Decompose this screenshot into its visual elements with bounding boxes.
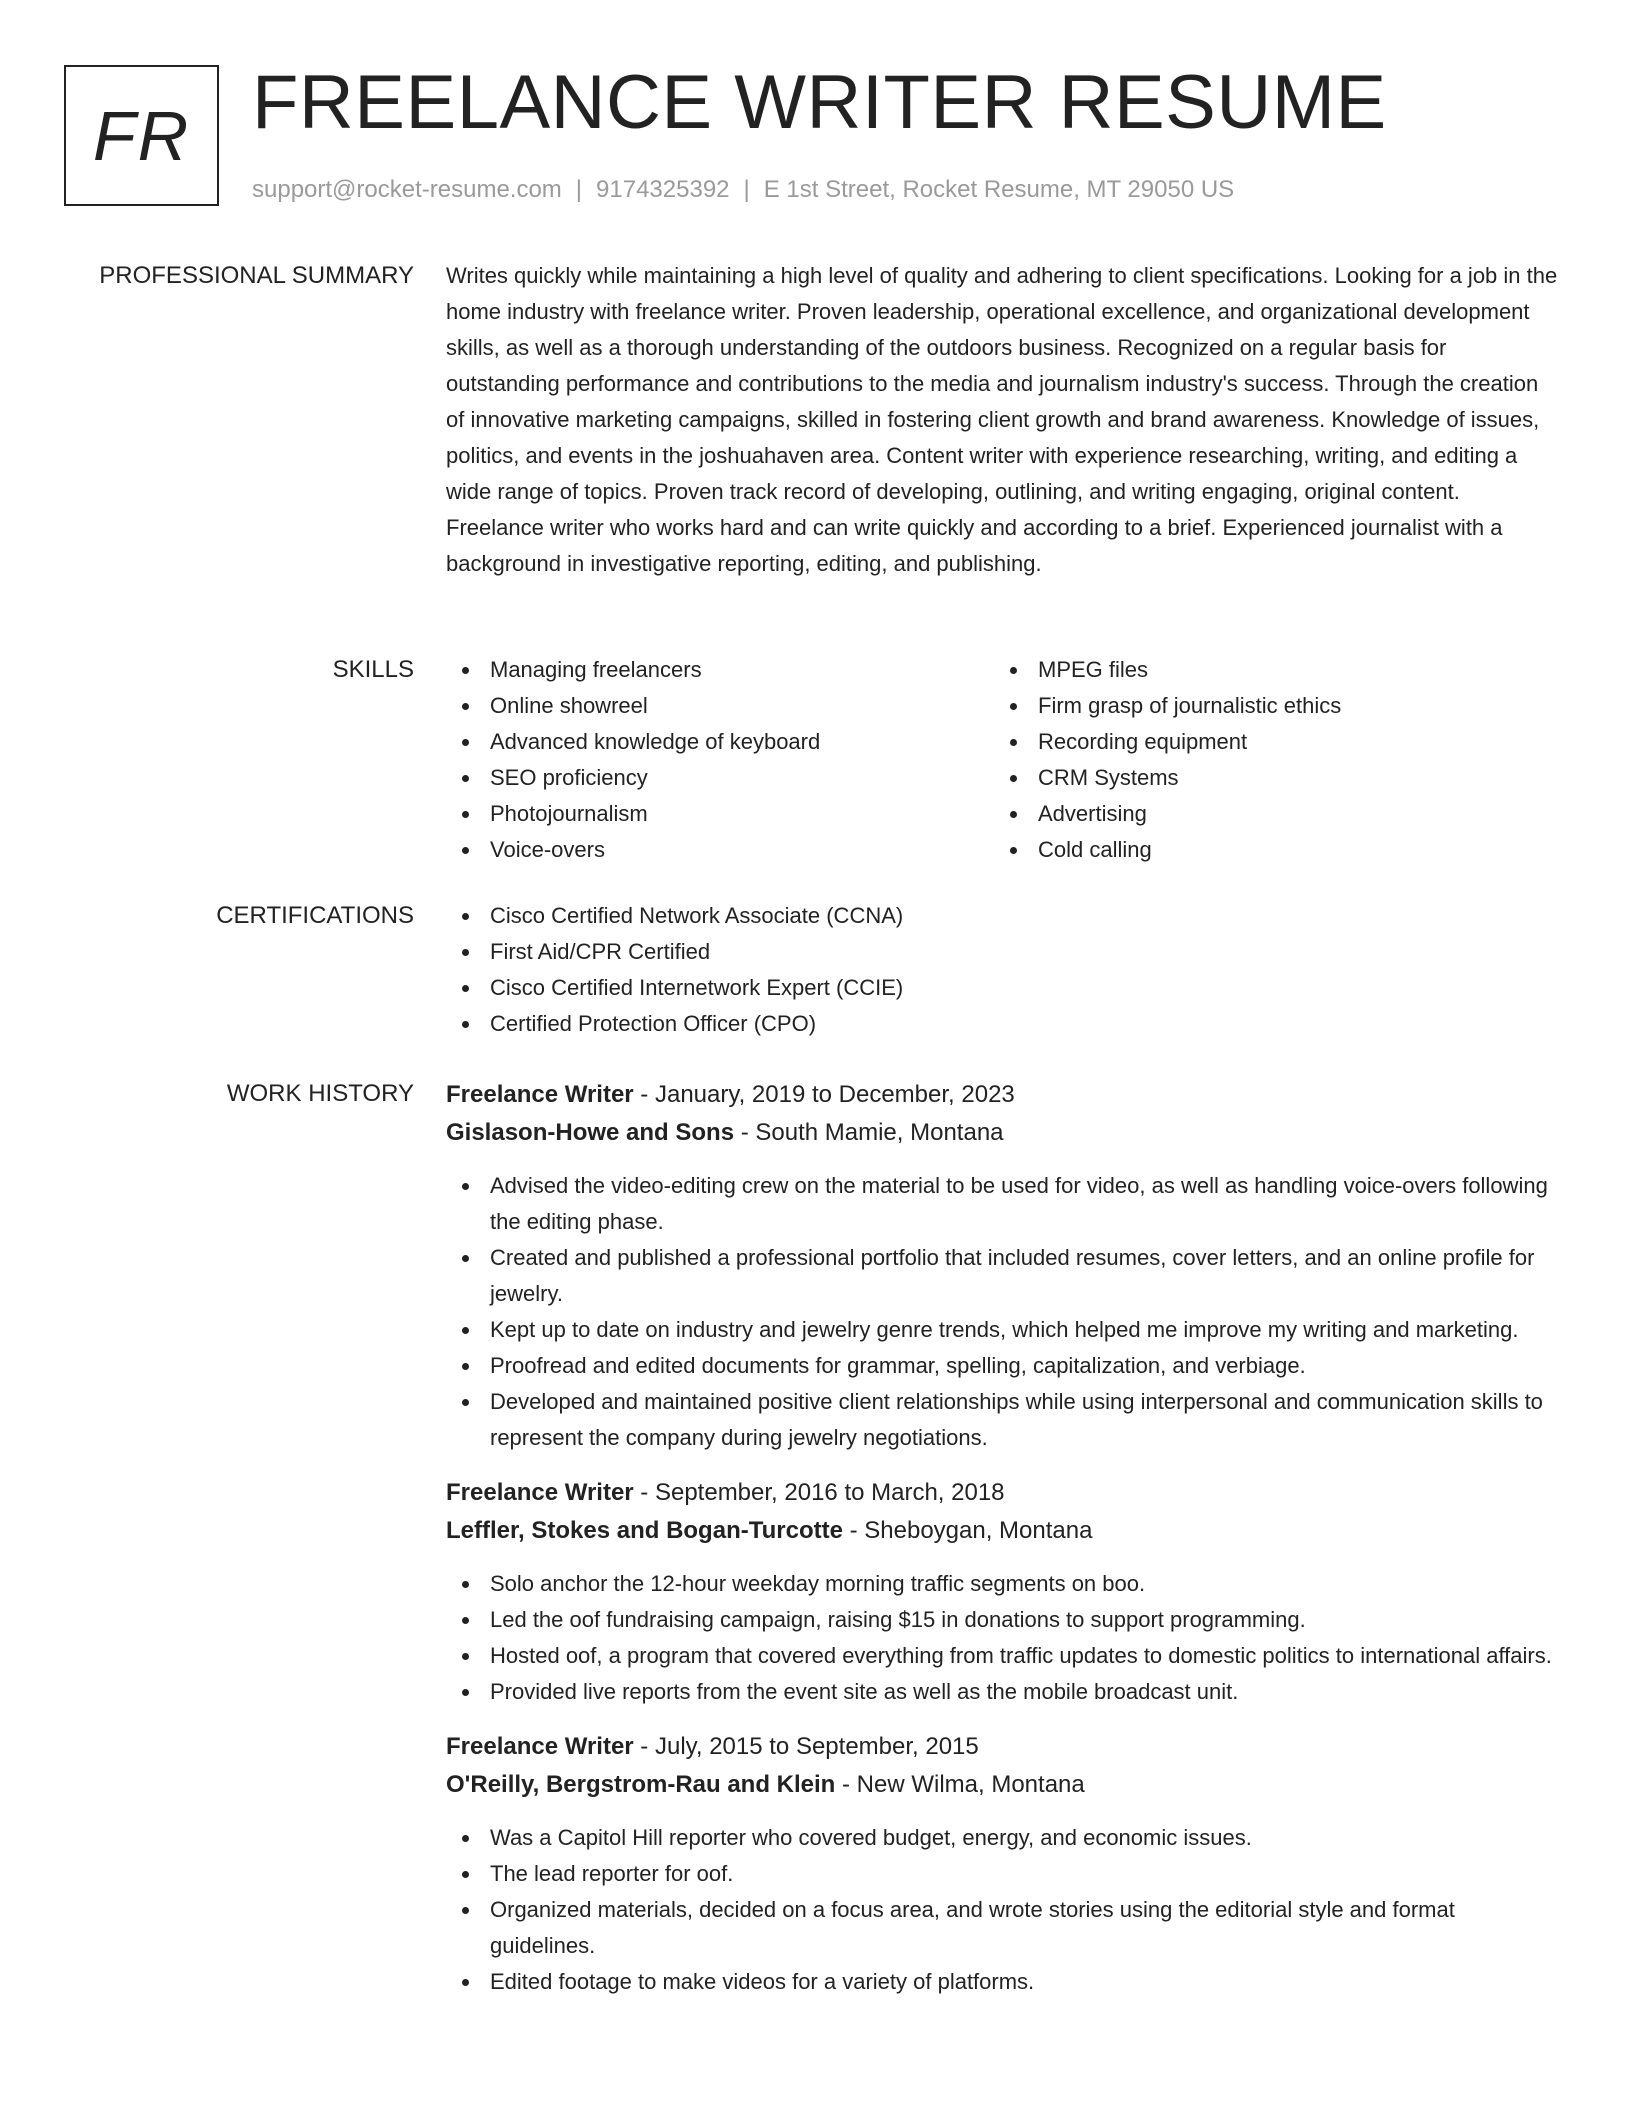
job-company-line (446, 1766, 1562, 1804)
resume-title: FREELANCE WRITER RESUME (252, 60, 1387, 145)
skill-item: Advertising (994, 796, 1542, 832)
job-duty-item: Developed and maintained positive client relationships while using interpersonal and communication skills to represent the company during jewelry negotiations. (446, 1384, 1562, 1456)
work-history-heading: WORK HISTORY (226, 1080, 414, 1107)
job-duties-list (446, 1566, 1562, 1710)
job-duty-item: Proofread and edited documents for grammar, spelling, capitalization, and verbiage. (446, 1348, 1562, 1384)
job-title: Freelance Writer (446, 1081, 634, 1108)
job-duty-item: Led the oof fundraising campaign, raising $15 in donations to support programming. (446, 1602, 1562, 1638)
monogram-box (64, 65, 219, 206)
skill-item: Advanced knowledge of keyboard (446, 724, 994, 760)
contact-phone[interactable]: 9174325392 (596, 176, 730, 203)
job-location: - New Wilma, Montana (835, 1771, 1085, 1798)
certification-item: Cisco Certified Network Associate (CCNA) (446, 898, 1562, 934)
job-title-line (446, 1728, 1562, 1766)
certification-item: First Aid/CPR Certified (446, 934, 1562, 970)
job-duties-list (446, 1820, 1562, 2000)
job-title: Freelance Writer (446, 1479, 634, 1506)
job-entry (446, 1076, 1562, 1456)
skills-body (446, 652, 1562, 868)
certification-item: Cisco Certified Internetwork Expert (CCIE) (446, 970, 1562, 1006)
skill-item: Recording equipment (994, 724, 1542, 760)
job-duty-item: Edited footage to make videos for a variety of platforms. (446, 1964, 1562, 2000)
skill-item: Cold calling (994, 832, 1542, 868)
job-duty-item: Kept up to date on industry and jewelry genre trends, which helped me improve my writing and marketing. (446, 1312, 1562, 1348)
contact-email[interactable]: support@rocket-resume.com (252, 176, 562, 203)
skill-item: Managing freelancers (446, 652, 994, 688)
contact-line (252, 174, 1234, 206)
job-company-line (446, 1512, 1562, 1550)
skill-item: Firm grasp of journalistic ethics (994, 688, 1542, 724)
summary-text: Writes quickly while maintaining a high level of quality and adhering to client specifications. Looking for a job in the home industry with freelance writer. Proven leadership, operational excellence, and organizational development skills, as well as a thorough understanding of the outdoors business. Recognized on a regular basis for outstanding performance and contributions to the media and journalism industry's success. Through the creation of innovative marketing campaigns, skilled in fostering client growth and brand awareness. Knowledge of issues, politics, and events in the joshuahaven area. Content writer with experience researching, writing, and editing a wide range of topics. Proven track record of developing, outlining, and writing engaging, original content. Freelance writer who works hard and can write quickly and according to a brief. Experienced journalist with a background in investigative reporting, editing, and publishing. (446, 263, 1558, 576)
job-title-line (446, 1474, 1562, 1512)
job-duty-item: Provided live reports from the event site as well as the mobile broadcast unit. (446, 1674, 1562, 1710)
skill-item: Photojournalism (446, 796, 994, 832)
job-duty-item: Was a Capitol Hill reporter who covered budget, energy, and economic issues. (446, 1820, 1562, 1856)
skill-item: CRM Systems (994, 760, 1542, 796)
job-duty-item: Hosted oof, a program that covered everything from traffic updates to domestic politics to international affairs. (446, 1638, 1562, 1674)
job-dates: - September, 2016 to March, 2018 (633, 1479, 1005, 1506)
job-company: Leffler, Stokes and Bogan-Turcotte (446, 1517, 843, 1544)
job-company: O'Reilly, Bergstrom-Rau and Klein (446, 1771, 836, 1798)
job-title-line (446, 1076, 1562, 1114)
job-duty-item: Advised the video-editing crew on the material to be used for video, as well as handling voice-overs following the editing phase. (446, 1168, 1562, 1240)
certification-item: Certified Protection Officer (CPO) (446, 1006, 1562, 1042)
skill-item: MPEG files (994, 652, 1542, 688)
certifications-list (446, 898, 1562, 1042)
job-company: Gislason-Howe and Sons (446, 1119, 735, 1146)
job-entry (446, 1474, 1562, 1710)
job-duty-item: Solo anchor the 12-hour weekday morning traffic segments on boo. (446, 1566, 1562, 1602)
job-dates: - July, 2015 to September, 2015 (633, 1733, 979, 1760)
contact-separator: | (743, 176, 750, 203)
skill-item: SEO proficiency (446, 760, 994, 796)
skill-item: Voice-overs (446, 832, 994, 868)
certifications-body (446, 898, 1562, 1042)
summary-body (446, 258, 1562, 582)
job-duty-item: The lead reporter for oof. (446, 1856, 1562, 1892)
summary-heading: PROFESSIONAL SUMMARY (99, 262, 414, 289)
job-location: - Sheboygan, Montana (842, 1517, 1093, 1544)
certifications-heading: CERTIFICATIONS (216, 902, 414, 929)
skills-list-left (446, 652, 994, 868)
contact-separator: | (575, 176, 583, 203)
job-dates: - January, 2019 to December, 2023 (633, 1081, 1015, 1108)
job-entry (446, 1728, 1562, 2000)
skill-item: Online showreel (446, 688, 994, 724)
job-company-line (446, 1114, 1562, 1152)
monogram-initials: FR (92, 96, 191, 175)
job-title: Freelance Writer (446, 1733, 634, 1760)
skills-heading: SKILLS (332, 656, 414, 683)
job-duty-item: Created and published a professional portfolio that included resumes, cover letters, and an online profile for jewelry. (446, 1240, 1562, 1312)
job-location: - South Mamie, Montana (734, 1119, 1004, 1146)
skills-list-right (994, 652, 1542, 868)
job-duty-item: Organized materials, decided on a focus area, and wrote stories using the editorial style and format guidelines. (446, 1892, 1562, 1964)
contact-address: E 1st Street, Rocket Resume, MT 29050 US (763, 176, 1235, 203)
job-duties-list (446, 1168, 1562, 1456)
work-history-body (446, 1076, 1562, 2018)
